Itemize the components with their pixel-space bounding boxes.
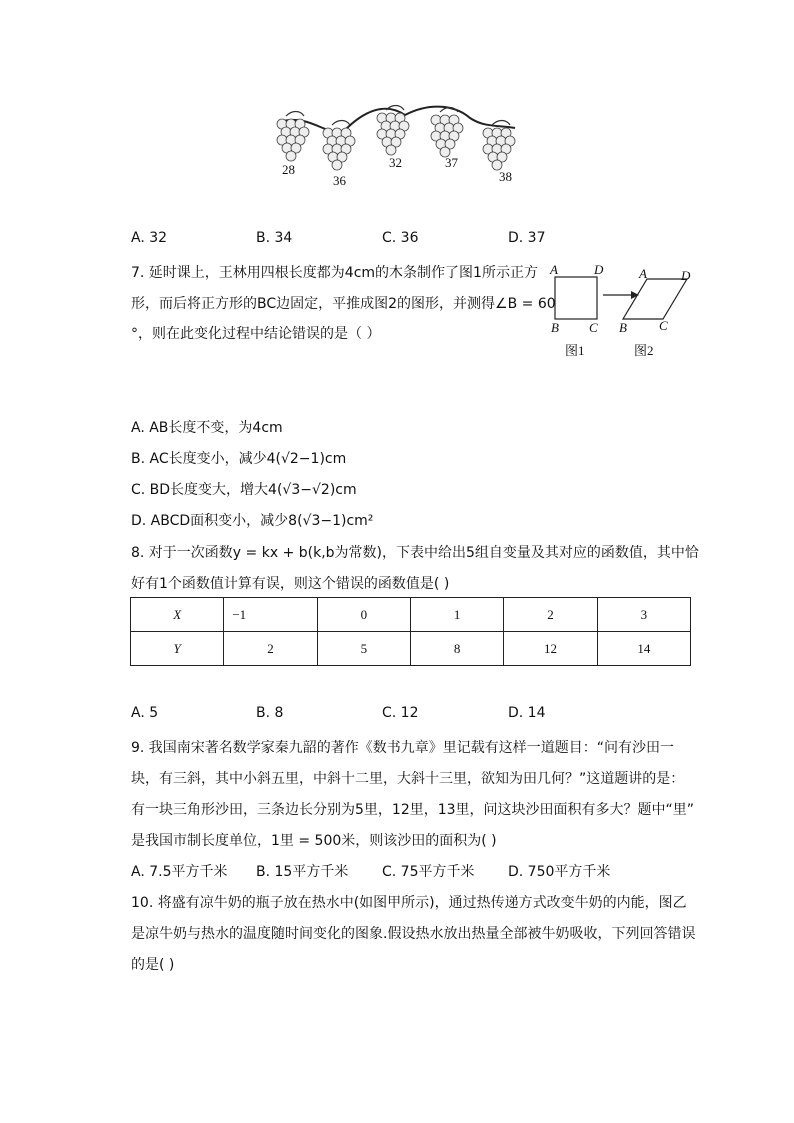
fig1-label-d: D [594, 262, 604, 277]
grape-label: 28 [282, 162, 295, 177]
table-cell: 5 [317, 632, 410, 666]
q8-option-b[interactable]: B. 8 [256, 705, 284, 721]
fig1-caption: 图1 [565, 343, 585, 358]
fig1-label-c: C [589, 320, 598, 335]
grape-bunch [431, 108, 463, 158]
q9-option-d[interactable]: D. 750平方千米 [508, 864, 611, 880]
fig2-caption: 图2 [634, 343, 654, 358]
fig2-label-c: C [659, 318, 668, 333]
grape-bunch [377, 106, 409, 156]
fig1-label-a: A [550, 262, 558, 277]
q7-option-b[interactable]: B. AC长度变小，减少4(√2−1)cm [131, 451, 347, 467]
q7-text-line1: 7. 延时课上，王林用四根长度都为4cm的木条制作了图1所示正方 [131, 265, 538, 281]
q9-option-a[interactable]: A. 7.5平方千米 [131, 864, 228, 880]
q8-option-d[interactable]: D. 14 [508, 705, 546, 721]
grape-label: 37 [445, 155, 458, 170]
fig2-label-d: D [681, 268, 691, 283]
table-cell: 2 [504, 598, 597, 632]
q7-option-a[interactable]: A. AB长度不变，为4cm [131, 420, 283, 436]
q10-text-line2: 是凉牛奶与热水的温度随时间变化的图象.假设热水放出热量全部被牛奶吸收，下列回答错误 [131, 926, 696, 942]
table-cell: −1 [224, 598, 317, 632]
table-cell: 12 [504, 632, 597, 666]
value-table [130, 597, 691, 666]
fig2-label-b: B [619, 320, 627, 335]
grape-label: 38 [499, 169, 512, 184]
q8-option-c[interactable]: C. 12 [382, 705, 419, 721]
q9-text-line2: 块，有三斜，其中小斜五里，中斜十二里，大斜十三里，欲知为田几何？”这道题讲的是： [131, 771, 685, 787]
q10-text-line3: 的是( ) [131, 957, 175, 973]
table-row [131, 632, 691, 666]
q7-option-d[interactable]: D. ABCD面积变小，减少8(√3−1)cm² [131, 513, 374, 529]
table-cell: 0 [317, 598, 410, 632]
grape-label: 36 [333, 173, 346, 188]
table-cell: 1 [410, 598, 503, 632]
table-cell: 14 [597, 632, 690, 666]
q6-option-b[interactable]: B. 34 [256, 230, 293, 246]
table-row [131, 598, 691, 632]
grape-label: 32 [389, 155, 402, 170]
grape-vine-illustration [270, 100, 530, 195]
parallelogram-fig2 [623, 279, 687, 319]
square-fig1 [555, 277, 597, 319]
table-cell: Y [131, 632, 224, 666]
table-cell: 3 [597, 598, 690, 632]
q9-option-c[interactable]: C. 75平方千米 [382, 864, 475, 880]
q8-text-line1: 8. 对于一次函数y = kx + b(k,b为常数)，下表中给出5组自变量及其对应的函数值，其中恰 [131, 545, 699, 561]
q6-option-c[interactable]: C. 36 [382, 230, 419, 246]
table-cell: X [131, 598, 224, 632]
q6-option-d[interactable]: D. 37 [508, 230, 546, 246]
grape-bunch [323, 121, 355, 171]
q9-option-b[interactable]: B. 15平方千米 [256, 864, 349, 880]
fig2-label-a: A [639, 266, 647, 281]
q6-option-a[interactable]: A. 32 [131, 230, 168, 246]
q10-text-line1: 10. 将盛有凉牛奶的瓶子放在热水中(如图甲所示)，通过热传递方式改变牛奶的内能，图乙 [131, 895, 687, 911]
fig1-label-b: B [551, 320, 559, 335]
q9-text-line3: 有一块三角形沙田，三条边长分别为5里，12里，13里，问这块沙田面积有多大？题中“里” [131, 802, 695, 818]
q7-text-line3: °，则在此变化过程中结论错误的是（ ） [131, 326, 381, 342]
table-cell: 2 [224, 632, 317, 666]
q7-text-line2: 形，而后将正方形的BC边固定，平推成图2的图形，并测得∠B = 60 [131, 296, 556, 312]
q9-text-line1: 9. 我国南宋著名数学家秦九韶的著作《数书九章》里记载有这样一道题目：“问有沙田一 [131, 740, 675, 756]
q8-option-a[interactable]: A. 5 [131, 705, 159, 721]
q8-text-line2: 好有1个函数值计算有误，则这个错误的函数值是( ) [131, 576, 450, 592]
q7-option-c[interactable]: C. BD长度变大，增大4(√3−√2)cm [131, 482, 357, 498]
q9-text-line4: 是我国市制长度单位，1里 = 500米，则该沙田的面积为( ) [131, 833, 497, 849]
table-cell: 8 [410, 632, 503, 666]
